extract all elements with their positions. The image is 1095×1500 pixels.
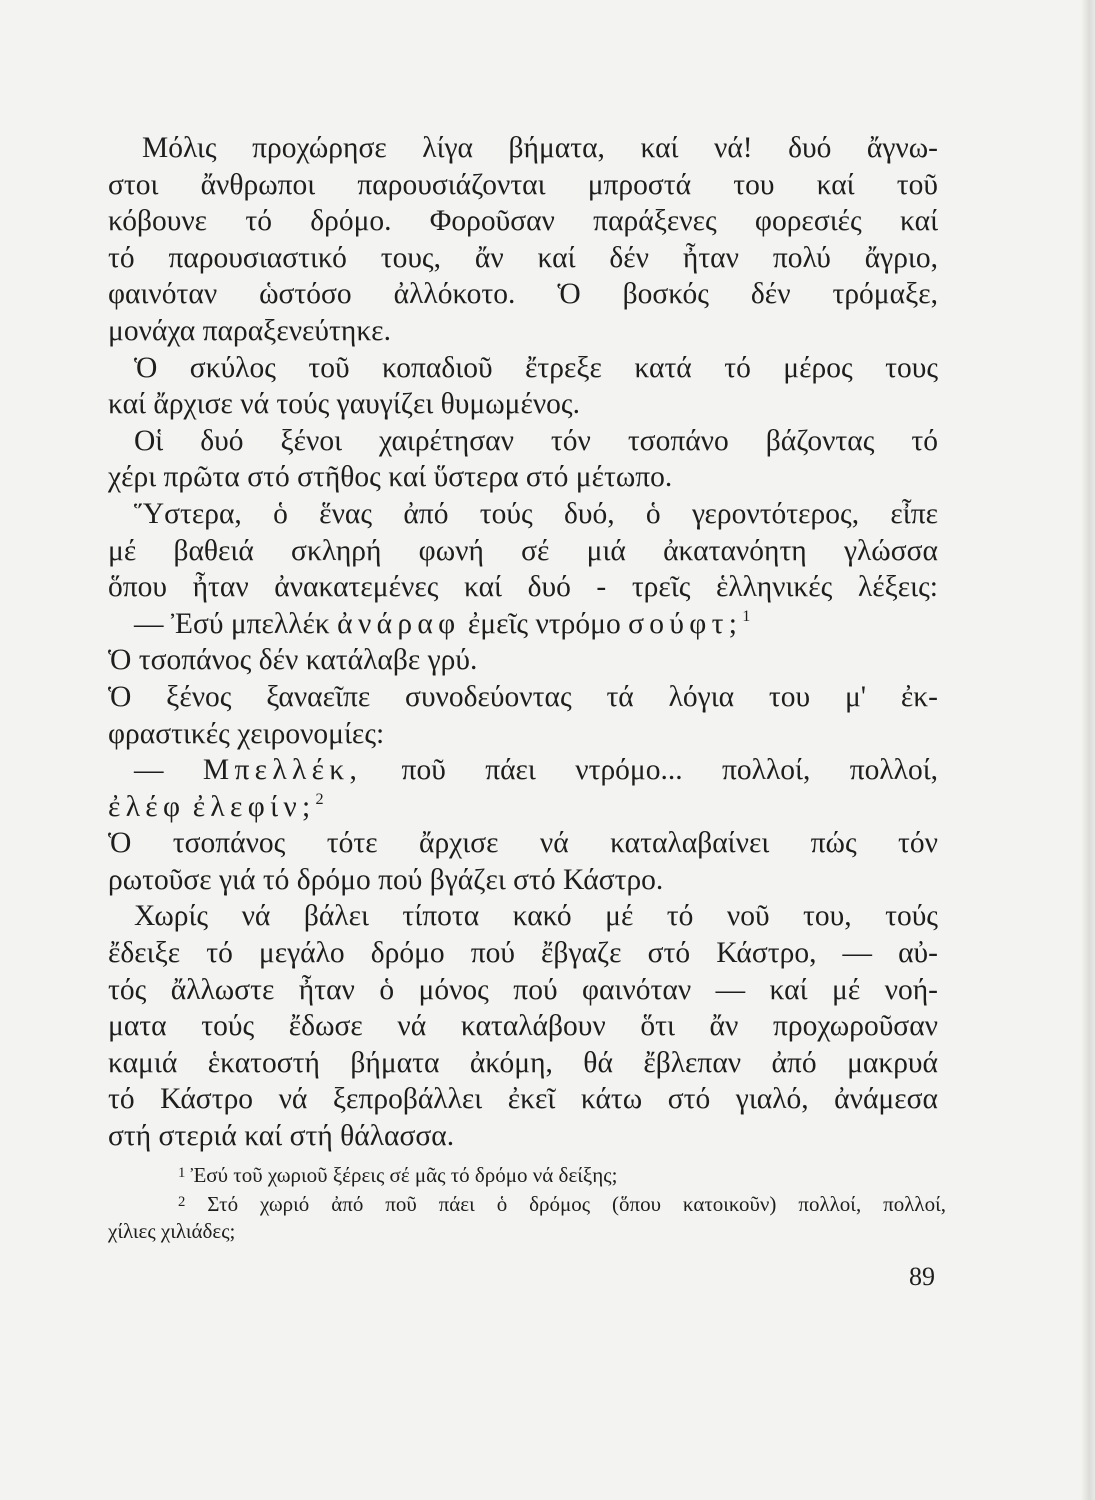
dialogue-line (108, 606, 938, 643)
text-line: Ὁ τσοπάνος τότε ἄρχισε νά καταλαβαίνει πώς τόν (108, 827, 938, 860)
dialogue-line (108, 752, 938, 789)
dialogue-text: ἐμεῖς ντρόμο (467, 607, 621, 640)
dialogue-line (108, 789, 938, 826)
spaced-word: ἐλεφίν; (192, 790, 316, 823)
text-line: μέ βαθειά σκληρή φωνή σέ μιά ἀκατανόητη γλώσσα (108, 534, 938, 567)
text-line: τό παρουσιαστικό τους, ἄν καί δέν ἦταν πολύ ἄγριο, (108, 241, 938, 274)
footnote-number: 2 (178, 1194, 186, 1211)
text-line: ἔδειξε τό μεγάλο δρόμο πού ἔβγαζε στό Κάστρο, — αὐ- (108, 937, 938, 970)
text-line: ρωτοῦσε γιά τό δρόμο πού βγάζει στό Κάστρο. (108, 863, 664, 896)
text-line: μονάχα παραξενεύτηκε. (108, 314, 391, 347)
text-line: τός ἄλλωστε ἦταν ὁ μόνος πού φαινόταν — καί μέ νοή- (108, 973, 938, 1006)
dialogue-text: ποῦ πάει ντρόμο... πολλοί, πολλοί, (401, 754, 939, 787)
text-line: στοι ἄνθρωποι παρουσιάζονται μπροστά του καί τοῦ (108, 168, 938, 201)
footnote (108, 1189, 946, 1218)
text-line: κόβουνε τό δρόμο. Φοροῦσαν παράξενες φορεσιές καί (108, 205, 938, 238)
spaced-word: ἐλέφ (108, 790, 186, 823)
footnote-continuation: χίλιες χιλιάδες; (108, 1219, 236, 1244)
text-line: στή στεριά καί στή θάλασσα. (108, 1120, 455, 1153)
text-line: Χωρίς νά βάλει τίποτα κακό μέ τό νοῦ του, τούς (134, 900, 938, 933)
text-line: φραστικές χειρονομίες: (108, 717, 385, 750)
footnote-number: 1 (178, 1165, 186, 1181)
text-line: Ὁ σκύλος τοῦ κοπαδιοῦ ἔτρεξε κατά τό μέρος τους (134, 351, 938, 384)
footnote-ref: 2 (315, 789, 324, 808)
text-line: καμιά ἑκατοστή βήματα ἀκόμη, θά ἔβλεπαν ἀπό μακρυά (108, 1046, 938, 1079)
footnote (108, 1160, 946, 1189)
spaced-word: σούφτ; (628, 607, 743, 640)
page-edge (1081, 0, 1095, 1500)
dialogue-text: — Ἐσύ μπελλέκ (134, 607, 330, 640)
body-text (108, 130, 938, 1155)
footnote-ref: 1 (742, 606, 751, 625)
text-line: καί ἄρχισε νά τούς γαυγίζει θυμωμένος. (108, 388, 580, 421)
text-line: ματα τούς ἔδωσε νά καταλάβουν ὅτι ἄν προχωροῦσαν (108, 1010, 938, 1043)
footnotes (108, 1160, 946, 1245)
spaced-word: Μπελλέκ, (202, 754, 363, 787)
text-line: Οἱ δυό ξένοι χαιρέτησαν τόν τσοπάνο βάζοντας τό (134, 424, 938, 457)
text-line: τό Κάστρο νά ξεπροβάλλει ἐκεῖ κάτω στό γιαλό, ἀνάμεσα (108, 1083, 938, 1116)
text-line: Μόλις προχώρησε λίγα βήματα, καί νά! δυό ἄγνω- (142, 132, 938, 164)
footnote-text: Στό χωριό ἀπό ποῦ πάει ὁ δρόμος (ὅπου κατοικοῦν) πολλοί, πολλοί, (207, 1192, 946, 1217)
text-line: Ὕστερα, ὁ ἕνας ἀπό τούς δυό, ὁ γεροντότερος, εἶπε (134, 497, 938, 530)
text-line: χέρι πρῶτα στό στῆθος καί ὕστερα στό μέτωπο. (108, 461, 673, 494)
dialogue-text: — (134, 754, 164, 787)
page-number: 89 (909, 1262, 935, 1291)
text-line: Ὁ ξένος ξαναεῖπε συνοδεύοντας τά λόγια του μ' ἐκ- (108, 680, 938, 713)
text-line: ὅπου ἦταν ἀνακατεμένες καί δυό - τρεῖς ἑλληνικές λέξεις: (108, 571, 938, 604)
footnote-text: Ἐσύ τοῦ χωριοῦ ξέρεις σέ μᾶς τό δρόμο νά δείξης; (190, 1163, 618, 1188)
text-line: Ὁ τσοπάνος δέν κατάλαβε γρύ. (108, 644, 478, 677)
text-line: φαινόταν ὡστόσο ἀλλόκοτο. Ὁ βοσκός δέν τρόμαξε, (108, 278, 938, 311)
spaced-word: ἀνάραφ (337, 607, 461, 640)
